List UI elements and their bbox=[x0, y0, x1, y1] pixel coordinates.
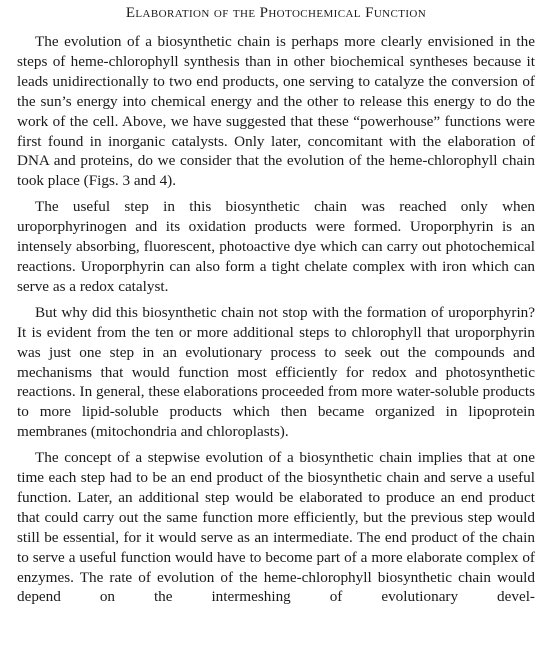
paragraph: The evolution of a biosynthetic chain is perhaps more clearly envisioned in the steps of heme-chlorophyll synthesis than in other biochemical syntheses because it leads unidirectionally to two end products, one serving to catalyze the conversion of the sun’s energy into chemical energy and the other to release this energy to do the work of the cell. Above, we have suggested that these “powerhouse” functions were first found in inorganic catalysts. Only later, concomitant with the elaboration of DNA and proteins, do we consider that the evolution of the heme-chlorophyll chain took place (Figs. 3 and 4). bbox=[17, 33, 535, 190]
paragraph: The concept of a stepwise evolution of a biosynthetic chain implies that at one time each step had to be an end product of the biosynthetic chain and serve a useful function. Later, an additional step would be elaborated to produce an end product that could carry out the same function more efficiently, but the previous step would still be essential, for it would serve as an intermediate. The end product of the chain to serve a useful function would have to become part of a more elaborate complex of enzymes. The rate of evolution of the heme-chlorophyll biosynthetic chain would depend on the intermeshing of evolutionary devel- bbox=[17, 449, 535, 606]
paragraph: But why did this biosynthetic chain not stop with the formation of uroporphyrin? It is evident from the ten or more additional steps to chlorophyll that uroporphyrin was just one step in an evolutionary process to seek out the compounds and mechanisms that would function most efficiently for redox and photosynthetic reactions. In general, these elaborations proceeded from more water-soluble products to more lipid-soluble products which then became organized in lipoprotein membranes (mitochondria and chloroplasts). bbox=[17, 303, 535, 441]
paragraph: The useful step in this biosynthetic chain was reached only when uroporphyrinogen and its oxidation products were formed. Uroporphyrin is an intensely absorbing, fluorescent, photoactive dye which can carry out photochemical reactions. Uroporphyrin can also form a tight chelate complex with iron which can serve as a redox catalyst. bbox=[17, 198, 535, 295]
section-heading: Elaboration of the Photochemical Function bbox=[125, 5, 427, 21]
